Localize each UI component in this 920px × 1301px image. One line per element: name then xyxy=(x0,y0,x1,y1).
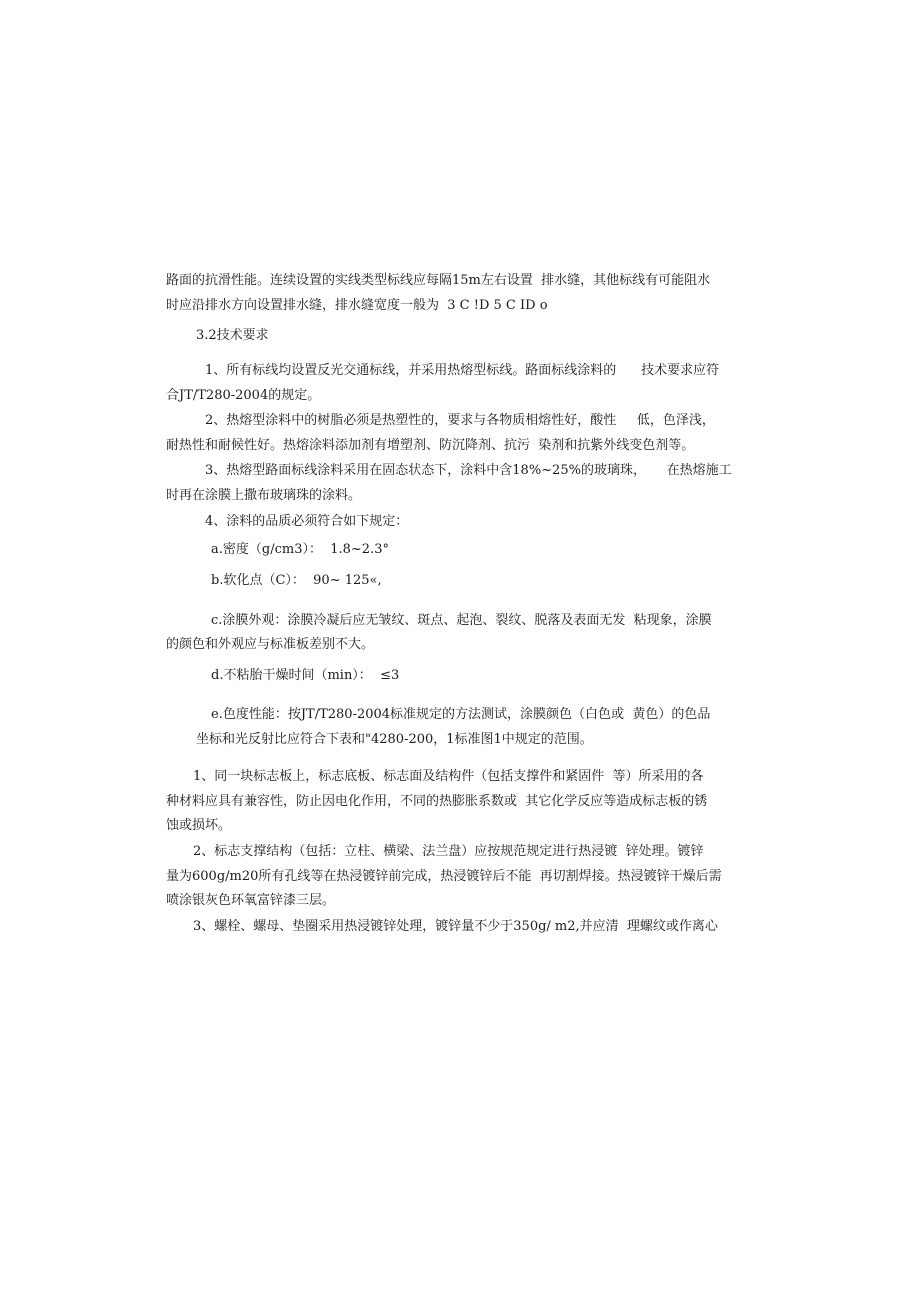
sign-req-2-line-2: 量为600g/m20所有孔线等在热浸镀锌前完成，热浸镀锌后不能 再切割焊接。热浸镀锌干燥后需 xyxy=(166,869,722,884)
quality-item-d: d.不粘胎干燥时间（min）： ≤3 xyxy=(211,668,400,683)
sign-req-1-line-3: 蚀或损坏。 xyxy=(166,818,232,833)
marking-req-1-line-2: 合JT/T280-2004的规定。 xyxy=(166,388,321,403)
sign-req-2-line-3: 喷涂银灰色环氧富锌漆三层。 xyxy=(166,893,336,908)
intro-line-2: 时应沿排水方向设置排水缝，排水缝宽度一般为 3 C !D 5 C ID o xyxy=(166,298,548,313)
marking-req-3-line-1: 3、热熔型路面标线涂料采用在固态状态下，涂料中含18%~25%的玻璃珠， 在热熔施工 xyxy=(205,463,732,478)
marking-req-2-line-2: 耐热性和耐候性好。热熔涂料添加剂有增塑剂、防沉降剂、抗污 染剂和抗紫外线变色剂等。 xyxy=(166,438,695,453)
sign-req-1-line-2: 种材料应具有兼容性，防止因电化作用，不同的热膨胀系数或 其它化学反应等造成标志板的锈 xyxy=(166,794,708,809)
marking-req-4-line-1: 4、涂料的品质必须符合如下规定： xyxy=(205,514,409,529)
quality-item-e-line-1: e.色度性能：按JT/T280-2004标准规定的方法测试，涂膜颜色（白色或 黄色）的色品 xyxy=(211,707,711,722)
quality-item-a: a.密度（g/cm3）： 1.8~2.3° xyxy=(211,542,389,557)
sign-req-1-line-1: 1、同一块标志板上，标志底板、标志面及结构件（包括支撑件和紧固件 等）所采用的各 xyxy=(193,769,704,784)
intro-line-1: 路面的抗滑性能。连续设置的实线类型标线应每隔15m左右设置 排水缝，其他标线有可能阻水 xyxy=(166,273,711,288)
marking-req-2-line-1: 2、热熔型涂料中的树脂必须是热塑性的，要求与各物质相熔性好，酸性 低，色泽浅， xyxy=(205,413,715,428)
quality-item-b: b.软化点（C）： 90~ 125«, xyxy=(211,573,382,588)
section-heading: 3.2技术要求 xyxy=(196,328,269,343)
quality-item-c-line-1: c.涂膜外观：涂膜冷凝后应无皱纹、斑点、起泡、裂纹、脱落及表面无发 粘现象，涂膜 xyxy=(211,613,712,628)
quality-item-e-line-2: 坐标和光反射比应符合下表和"4280-200，1标准图1中规定的范围。 xyxy=(196,732,593,747)
sign-req-3-line-1: 3、螺栓、螺母、垫圈采用热浸镀锌处理，镀锌量不少于350g/ m2,并应清 理螺纹或作离心 xyxy=(193,919,718,934)
sign-req-2-line-1: 2、标志支撑结构（包括：立柱、横梁、法兰盘）应按规范规定进行热浸镀 锌处理。镀锌 xyxy=(193,844,704,859)
quality-item-c-line-2: 的颜色和外观应与标准板差别不大。 xyxy=(166,637,375,652)
marking-req-1-line-1: 1、所有标线均设置反光交通标线，并采用热熔型标线。路面标线涂料的 技术要求应符 xyxy=(205,363,720,378)
marking-req-3-line-2: 时再在涂膜上撒布玻璃珠的涂料。 xyxy=(166,488,362,503)
